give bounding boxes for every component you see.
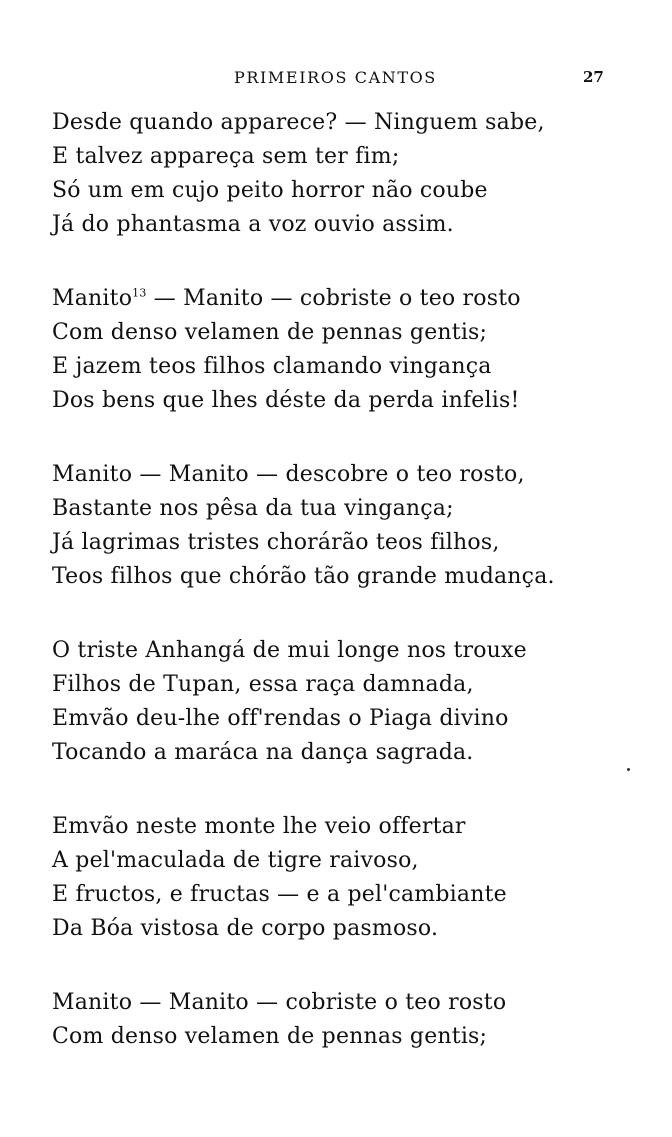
verse-word-manito: Manito <box>52 286 133 311</box>
verse-line: Teos filhos que chórão tão grande mudança. <box>52 564 555 589</box>
stanza-3 <box>52 458 632 594</box>
verse-line: Já lagrimas tristes chorárão teos filhos, <box>52 530 500 555</box>
verse-line: A pel'maculada de tigre raivoso, <box>52 848 419 873</box>
verse-line: Manito — Manito — cobriste o teo rosto <box>52 990 507 1015</box>
verse-line: Emvão deu-lhe off'rendas o Piaga divino <box>52 706 509 731</box>
stanza-2 <box>52 282 632 418</box>
verse-line: E fructos, e fructas — e a pel'cambiante <box>52 882 507 907</box>
verse-line: Manito — Manito — descobre o teo rosto, <box>52 462 525 487</box>
verse-line-rest: — Manito — cobriste o teo rosto <box>153 286 521 311</box>
verse-line: Já do phantasma a voz ouvio assim. <box>52 212 454 237</box>
verse-line: Com denso velamen de pennas gentis; <box>52 1024 488 1049</box>
verse-line: Da Bóa vistosa de corpo pasmoso. <box>52 916 439 941</box>
stanza-6 <box>52 986 632 1054</box>
running-title: PRIMEIROS CANTOS <box>234 68 437 87</box>
page-number: 27 <box>583 68 604 86</box>
verse-line: Filhos de Tupan, essa raça damnada, <box>52 672 474 697</box>
verse-line: Só um em cujo peito horror não coube <box>52 178 488 203</box>
stanza-4 <box>52 634 632 770</box>
footnote-marker: 13 <box>132 286 147 300</box>
verse-line: E talvez appareça sem ter fim; <box>52 144 400 169</box>
stanza-1 <box>52 106 632 242</box>
verse-line: Com denso velamen de pennas gentis; <box>52 320 488 345</box>
verse-line: E jazem teos filhos clamando vingança <box>52 354 492 379</box>
verse-line <box>52 282 632 316</box>
ink-speck <box>627 768 630 771</box>
poem-body <box>52 106 632 1094</box>
verse-line: Desde quando apparece? — Ninguem sabe, <box>52 110 545 135</box>
running-head <box>0 68 672 92</box>
verse-line: O triste Anhangá de mui longe nos trouxe <box>52 638 527 663</box>
verse-line: Tocando a maráca na dança sagrada. <box>52 740 474 765</box>
verse-line: Emvão neste monte lhe veio offertar <box>52 814 466 839</box>
stanza-5 <box>52 810 632 946</box>
verse-line: Bastante nos pêsa da tua vingança; <box>52 496 454 521</box>
verse-line: Dos bens que lhes déste da perda infelis! <box>52 388 520 413</box>
